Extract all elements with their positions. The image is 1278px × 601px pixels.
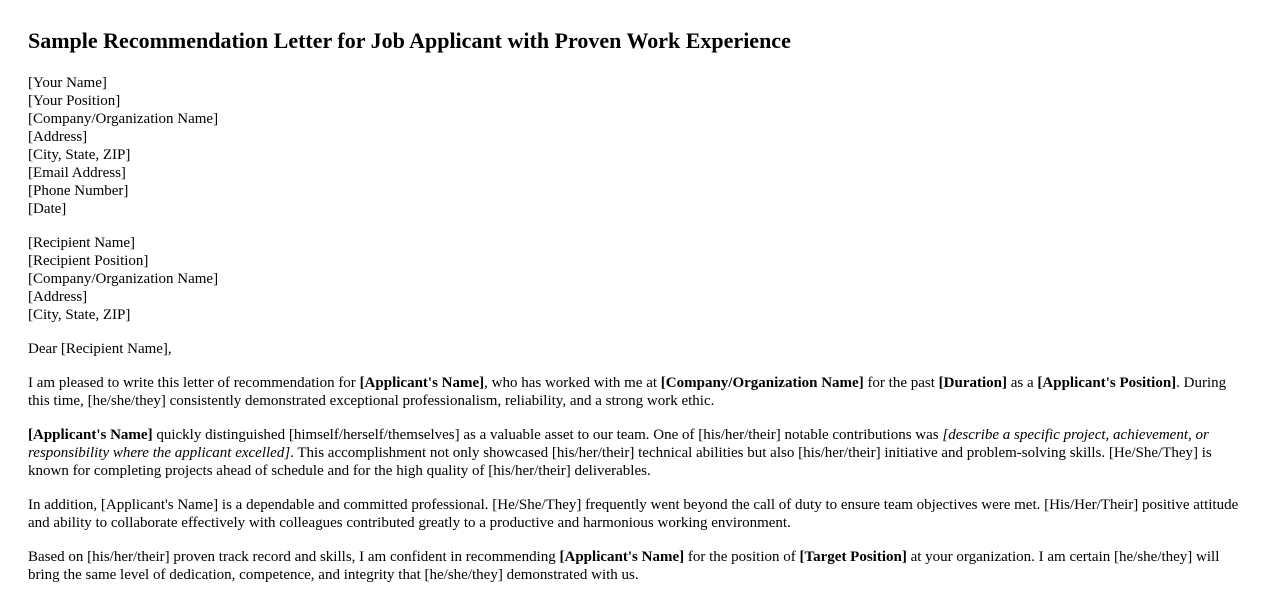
applicant-name: [Applicant's Name] [28, 427, 153, 443]
paragraph-intro [28, 374, 1250, 410]
sender-address: [Address] [28, 129, 88, 145]
company-name: [Company/Organization Name] [660, 375, 864, 391]
applicant-name: [Applicant's Name] [559, 549, 685, 565]
text: as a [1007, 375, 1038, 391]
text: . During this time, [he/she/they] consistently demonstrated exceptional professionalism, reliability, and a strong work ethic. [28, 375, 1227, 409]
recipient-company: [Company/Organization Name] [28, 271, 219, 287]
recipient-address: [Address] [28, 289, 88, 305]
applicant-name: [Applicant's Name] [359, 375, 485, 391]
text: . This accomplishment not only showcased [his/her/their] technical abilities but also [his/her/their] initiative and problem-solving skills. [He/She/They] is known for completing projects ahead of schedule and for the high quality of [his/her/their] deliverables. [28, 445, 1212, 479]
sender-city-state-zip: [City, State, ZIP] [28, 147, 131, 163]
recipient-city-state-zip: [City, State, ZIP] [28, 307, 131, 323]
project-placeholder: [describe a specific project, achievement, or responsibility where the applicant excelled] [28, 427, 1209, 461]
recipient-address-block [28, 234, 1250, 324]
text: , who has worked with me at [484, 375, 661, 391]
text: for the past [863, 375, 939, 391]
target-position: [Target Position] [799, 549, 907, 565]
letter-date: [Date] [28, 201, 67, 217]
applicant-position: [Applicant's Position] [1037, 375, 1177, 391]
duration: [Duration] [938, 375, 1007, 391]
salutation: Dear [Recipient Name], [28, 341, 172, 357]
recipient-position: [Recipient Position] [28, 253, 149, 269]
sender-position: [Your Position] [28, 93, 121, 109]
letter-document [28, 0, 1250, 584]
text: for the position of [684, 549, 800, 565]
page-title: Sample Recommendation Letter for Job Applicant with Proven Work Experience [28, 28, 791, 53]
sender-name: [Your Name] [28, 75, 107, 91]
text: I am pleased to write this letter of recommendation for [28, 375, 360, 391]
sender-email: [Email Address] [28, 165, 126, 181]
paragraph-character: In addition, [Applicant's Name] is a dependable and committed professional. [He/She/They] frequently went beyond the call of duty to ensure team objectives were met. [His/Her/Their] positive attitude and ability to collaborate effectively with colleagues contributed greatly to a productive and harmonious working environment. [28, 497, 1239, 531]
sender-company: [Company/Organization Name] [28, 111, 219, 127]
paragraph-conclusion [28, 548, 1250, 584]
text: Based on [his/her/their] proven track record and skills, I am confident in recommending [28, 549, 560, 565]
recipient-name: [Recipient Name] [28, 235, 136, 251]
sender-address-block [28, 74, 1250, 218]
text: quickly distinguished [himself/herself/themselves] as a valuable asset to our team. One of [his/her/their] notable contributions was [152, 427, 943, 443]
paragraph-contributions [28, 426, 1250, 480]
sender-phone: [Phone Number] [28, 183, 129, 199]
text: at your organization. I am certain [he/she/they] will bring the same level of dedication, competence, and integrity that [he/she/they] demonstrated with us. [28, 549, 1220, 583]
